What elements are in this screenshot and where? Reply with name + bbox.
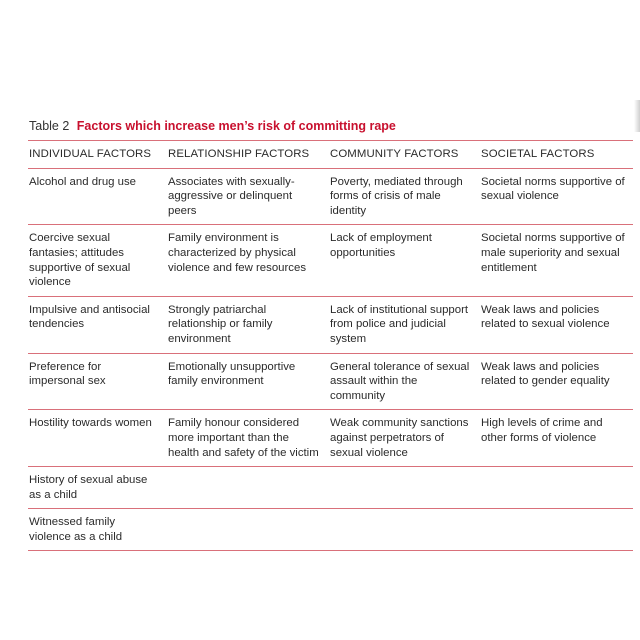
table-document [28,118,633,551]
cell-societal: Societal norms supportive of sexual violence [481,175,625,203]
table-row [28,467,633,509]
cell-individual: Hostility towards women [29,417,152,430]
cell-individual: History of sexual abuse as a child [29,474,148,501]
table-row [28,410,633,467]
cell-community: Weak community sanctions against perpetrators of sexual violence [330,417,469,459]
cell-relationship [168,509,330,550]
cell-community: Lack of institutional support from police and judicial system [330,303,469,345]
table-row [28,509,633,551]
table-row [28,225,633,296]
cell-individual: Impulsive and antisocial tendencies [29,303,150,331]
table-caption [29,118,633,134]
page-edge-shadow [634,100,640,132]
cell-individual: Witnessed family violence as a child [29,516,123,543]
table-header-row [28,141,633,169]
header-individual-factors: INDIVIDUAL FACTORS [29,148,152,160]
table-row [28,169,633,226]
table-row [28,354,633,411]
cell-societal: High levels of crime and other forms of violence [481,417,603,444]
cell-community: Poverty, mediated through forms of crisis of male identity [330,175,463,217]
cell-community: Lack of employment opportunities [330,232,432,259]
header-community-factors: COMMUNITY FACTORS [330,148,459,160]
cell-societal: Weak laws and policies related to gender equality [481,360,610,388]
cell-relationship: Emotionally unsupportive family environment [168,360,296,388]
cell-individual: Coercive sexual fantasies; attitudes supportive of sexual violence [29,232,131,289]
cell-relationship: Family environment is characterized by physical violence and few resources [168,232,307,274]
table-label: Table 2 [29,119,70,133]
cell-community: General tolerance of sexual assault within the community [330,360,470,402]
header-societal-factors: SOCIETAL FACTORS [481,148,595,160]
table-title: Factors which increase men’s risk of committing rape [76,119,396,133]
cell-societal: Weak laws and policies related to sexual violence [481,303,610,331]
cell-individual: Preference for impersonal sex [29,360,106,388]
cell-relationship: Strongly patriarchal relationship or family environment [168,303,273,345]
table-row [28,297,633,354]
cell-relationship: Associates with sexually-aggressive or delinquent peers [168,175,295,217]
cell-community [330,509,481,550]
cell-relationship [168,467,330,508]
cell-relationship: Family honour considered more important than the health and safety of the victim [168,417,319,459]
header-relationship-factors: RELATIONSHIP FACTORS [168,148,310,160]
cell-individual: Alcohol and drug use [29,175,137,188]
cell-societal: Societal norms supportive of male superiority and sexual entitlement [481,232,625,274]
cell-societal [481,509,633,550]
cell-community [330,467,481,508]
cell-societal [481,467,633,508]
